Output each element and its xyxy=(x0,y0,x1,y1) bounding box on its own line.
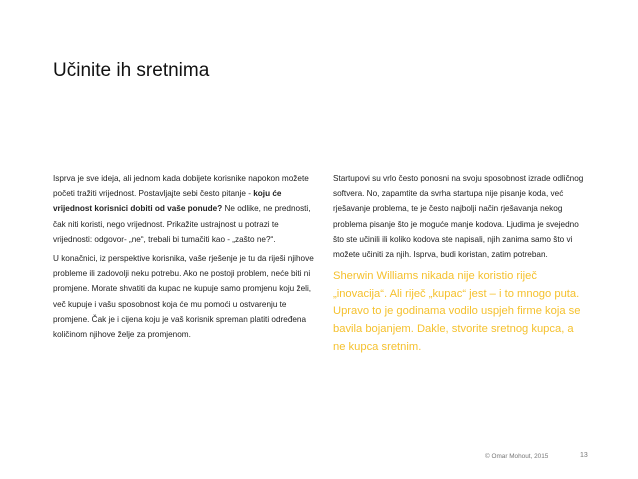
left-paragraph-1-intro: Isprva je sve ideja, ali jednom kada dobijete korisnike napokon možete početi tražiti vrijednost. Postavljajte sebi često pitanje - xyxy=(53,174,309,199)
right-column xyxy=(333,171,588,360)
slide-title: Učinite ih sretnima xyxy=(53,60,210,81)
left-paragraph-1-rest: Ne odlike, ne prednosti, čak niti koristi, nego vrijednost. Prikažite ustrajnost u potrazi te vrijednosti: odgovor- „ne“, trebali bi tumačiti kao - „zašto ne?“. xyxy=(53,204,311,244)
left-paragraph-1-key-question: koju će vrijednost korisnici dobiti od vaše ponude? xyxy=(53,189,282,214)
left-paragraph-2: U konačnici, iz perspektive korisnika, vaše rješenje je tu da riješi njihove probleme ili zadovolji neku potrebu. Ako ne postoji problem, neće biti ni promjene. Morate shvatiti da kupac ne kupuje samo promjenu koju želi, več kupuje i vašu sposobnost koja će mu pomoći u ostvarenju te promjene. Čak je i cijena koju je vaš korisnik spreman platiti određena količinom njihove želje za promjenom. xyxy=(53,254,314,340)
highlight-quote: Sherwin Williams nikada nije koristio riječ „inovacija“. Ali riječ „kupac“ jest – i to mnogo puta. Upravo to je godinama vodilo uspjeh firme koja se bavila bojanjem. Dakle, stvorite sretnog kupca, a ne kupca sretnim. xyxy=(333,270,581,353)
footer-credit: © Omar Mohout, 2015 xyxy=(485,453,549,460)
right-paragraph-1: Startupovi su vrlo često ponosni na svoju sposobnost izrade odličnog softvera. No, zapamtite da svrha startupa nije pisanje koda, već rješavanje problema, te je često najbolji način rješavanja nekog problema pisanje što je moguće manje kodova. Ljudima je svejedno što ste učinili ili koliko kodova ste napisali, njih zanima samo što vi možete učiniti za njih. Isprva, budi koristan, zatim potreban. xyxy=(333,174,584,260)
page-number: 13 xyxy=(580,452,588,459)
left-paragraph-1 xyxy=(53,171,315,247)
left-column xyxy=(53,171,315,346)
